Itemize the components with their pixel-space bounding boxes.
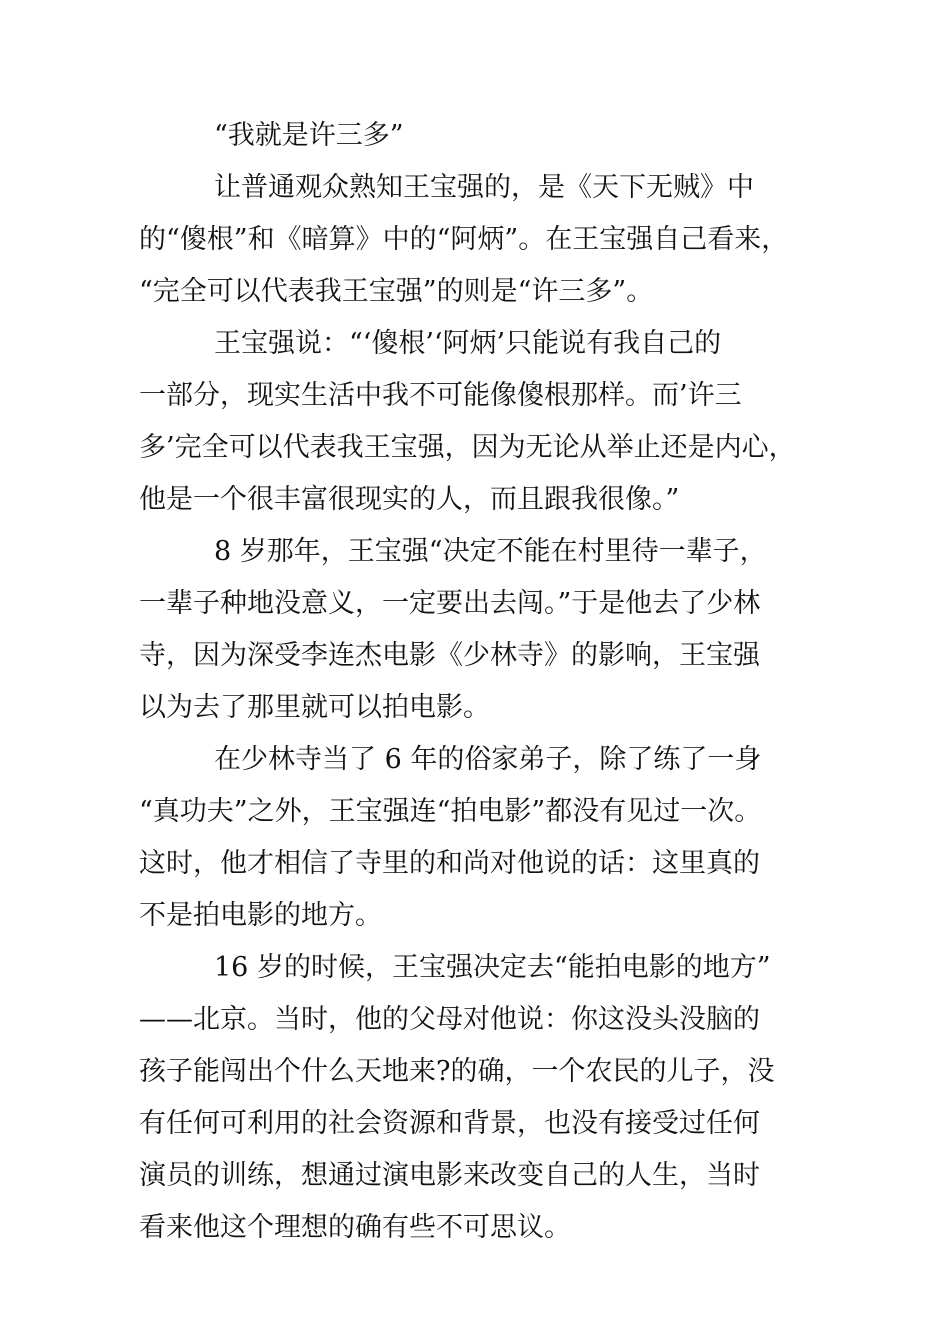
paragraph-line: 以为去了那里就可以拍电影。	[139, 692, 490, 723]
paragraph-line: 孩子能闯出个什么天地来?的确，一个农民的儿子，没	[139, 1056, 775, 1087]
article-body	[139, 110, 839, 1254]
paragraph-line: 在少林寺当了 6 年的俗家弟子，除了练了一身	[214, 744, 762, 775]
paragraph-1	[139, 162, 839, 318]
paragraph-3	[139, 526, 839, 734]
paragraph-line: 看来他这个理想的确有些不可思议。	[139, 1212, 571, 1243]
paragraph-line: 一辈子种地没意义，一定要出去闯。”于是他去了少林	[139, 588, 761, 619]
paragraph-line: “真功夫”之外，王宝强连“拍电影”都没有见过一次。	[139, 796, 762, 827]
paragraph-line: “完全可以代表我王宝强”的则是“许三多”。	[139, 276, 654, 307]
paragraph-line: 多’完全可以代表我王宝强，因为无论从举止还是内心，	[139, 432, 796, 463]
paragraph-line: 他是一个很丰富很现实的人，而且跟我很像。”	[139, 484, 680, 515]
paragraph-line: ——北京。当时，他的父母对他说：你这没头没脑的	[139, 1004, 760, 1035]
paragraph-line: 一部分，现实生活中我不可能像傻根那样。而’许三	[139, 380, 742, 411]
paragraph-line: 不是拍电影的地方。	[139, 900, 382, 931]
paragraph-5	[139, 942, 839, 1254]
paragraph-line: 让普通观众熟知王宝强的，是《天下无贼》中	[214, 172, 754, 203]
paragraph-line: 16 岁的时候，王宝强决定去“能拍电影的地方”	[214, 952, 771, 983]
paragraph-line: 演员的训练，想通过演电影来改变自己的人生，当时	[139, 1160, 760, 1191]
paragraph-line: 王宝强说：“‘傻根’‘阿炳’只能说有我自己的	[214, 328, 722, 359]
paragraph-line: 的“傻根”和《暗算》中的“阿炳”。在王宝强自己看来，	[139, 224, 789, 255]
paragraph-line: 这时，他才相信了寺里的和尚对他说的话：这里真的	[139, 848, 760, 879]
paragraph-4	[139, 734, 839, 942]
paragraph-line: 寺，因为深受李连杰电影《少林寺》的影响，王宝强	[139, 640, 760, 671]
article-title: “我就是许三多”	[214, 120, 404, 151]
paragraph-line: 有任何可利用的社会资源和背景，也没有接受过任何	[139, 1108, 760, 1139]
paragraph-2	[139, 318, 839, 526]
paragraph-line: 8 岁那年，王宝强“决定不能在村里待一辈子，	[214, 536, 767, 567]
